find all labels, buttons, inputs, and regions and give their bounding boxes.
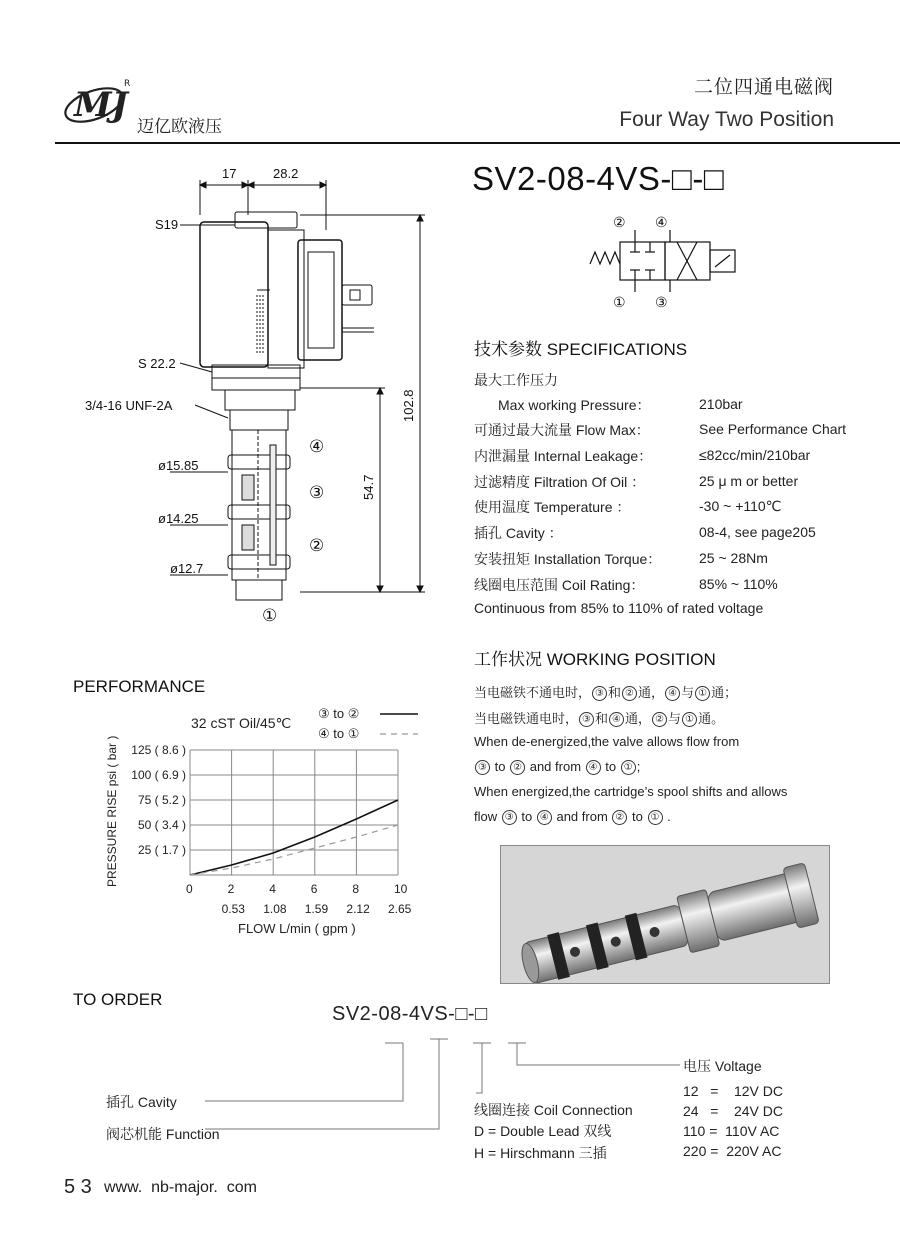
dim-17: 17 [222,166,237,181]
chart-subtitle: 32 cST Oil/45℃ [191,715,292,731]
working-title: 工作状况 WORKING POSITION [474,650,716,669]
port-badge: ① [648,810,663,825]
x-axis-label: FLOW L/min ( gpm ) [238,921,356,936]
order-model: SV2-08-4VS-□-□ [332,1003,488,1025]
text: to [494,759,506,774]
port-badge: ② [510,760,525,775]
spec-cavity-label: 插孔 Cavity ： [474,525,563,541]
spec-temp-value: -30 ~ +110℃ [699,498,782,514]
spec-max-pressure-value: 210bar [699,396,743,412]
y-tick-label: 75 ( 5.2 ) [137,793,186,807]
port-4-label: ④ [309,437,325,456]
brand-name-cn: 迈亿欧液压 [137,117,222,137]
x-tick-label: 4 [269,882,276,896]
title-en: Four Way Two Position [619,108,834,131]
text: and from [556,809,608,824]
port-badge: ④ [586,760,601,775]
text: 与 [668,711,682,726]
title-cn: 二位四通电磁阀 [693,77,834,98]
spec-coil-value: 85% ~ 110% [699,576,778,592]
spec-max-pressure-en: Max working Pressure： [498,397,651,413]
x-tick-label: 2 [227,882,235,896]
label-d14-25: ø14.25 [158,511,199,526]
order-leader-lines [200,1035,680,1135]
dim-54-7: 54.7 [361,474,376,500]
text: 当电磁铁通电时， [474,711,579,726]
y-axis-label: PRESSURE RISE psi ( bar ) [105,735,119,887]
port-badge: ④ [609,712,624,727]
working-line-4 [474,759,640,775]
text: 和 [595,711,609,726]
port-badge: ② [652,712,667,727]
order-coil-title: 线圈连接 Coil Connection [474,1102,633,1118]
label-thread: 3/4-16 UNF-2A [85,398,173,413]
spec-flow-value: See Performance Chart [699,421,847,437]
cartridge-photo-illustration [501,846,829,983]
working-line-2 [474,708,724,727]
x-tick-label: 8 [352,882,360,896]
logo-registered: R [124,79,131,89]
text: 通； [711,685,738,700]
order-voltage-24: 24 = 24V DC [683,1103,783,1119]
legend-label: ④ to ① [318,726,360,741]
dim-28-2: 28.2 [273,166,299,181]
series-line [190,800,398,875]
text: and from [529,759,582,774]
label-d12-7: ø12.7 [170,561,204,576]
order-voltage-220: 220 = 220V AC [683,1143,782,1159]
port-badge: ② [622,686,637,701]
page-number: 5 3 [64,1176,92,1198]
brand-logo [62,72,134,134]
x-tick-label-gpm: 0.53 [221,902,245,916]
product-photo [500,845,830,984]
label-s22-2: S 22.2 [138,356,176,371]
x-tick-label-gpm: 1.59 [304,902,329,916]
spec-max-pressure-cn: 最大工作压力 [474,372,558,388]
order-voltage-110: 110 = 110V AC [683,1123,780,1139]
spec-leak-label: 内泄漏量 Internal Leakage： [474,448,653,464]
working-line-5: When energized,the cartridge’s spool shifts and allows [474,784,788,799]
symbol-port-4: ④ [655,214,668,230]
spec-flow-label: 可通过最大流量 Flow Max： [474,422,650,438]
dim-102-8: 102.8 [401,389,416,422]
order-coil-d: D = Double Lead 双线 [474,1123,612,1139]
cartridge-drawing [70,160,430,630]
port-1-label: ① [262,606,278,625]
order-coil-h: H = Hirschmann 三插 [474,1145,607,1161]
spec-filtration-value: 25 μ m or better [699,473,799,489]
port-badge: ④ [537,810,552,825]
hydraulic-symbol [585,212,745,310]
symbol-port-1: ① [613,294,626,310]
text: 和 [608,685,622,700]
y-tick-label: 100 ( 6.9 ) [131,768,186,782]
order-function-label: 阀芯机能 Function [106,1126,220,1142]
label-s19: S19 [155,217,179,232]
performance-title: PERFORMANCE [73,677,206,696]
logo-letters: MJ [74,85,128,125]
spec-coil-label: 线圈电压范围 Coil Rating： [474,577,645,593]
order-voltage-title: 电压 Voltage [683,1058,762,1074]
port-badge: ③ [475,760,490,775]
symbol-port-2: ② [613,214,626,230]
spec-torque-label: 安装扭矩 Installation Torque： [474,551,662,567]
y-tick-label: 125 ( 8.6 ) [131,743,186,757]
y-tick-label: 50 ( 3.4 ) [137,818,186,832]
footer-url: www. nb-major. com [104,1179,257,1196]
text: to [521,809,533,824]
text: 通， [625,711,652,726]
logo-mark-icon [62,72,134,134]
specs-title: 技术参数 SPECIFICATIONS [474,340,688,359]
port-badge: ③ [592,686,607,701]
x-tick-label-gpm: 2.65 [388,902,412,916]
symbol-port-3: ③ [655,294,668,310]
text: flow [474,809,498,824]
spec-temp-label: 使用温度 Temperature ： [474,499,631,515]
model-number: SV2-08-4VS-□-□ [472,160,725,197]
text: 通。 [698,711,725,726]
port-badge: ③ [502,810,517,825]
text: ; [636,759,641,774]
port-badge: ① [695,686,710,701]
text: 通， [638,685,665,700]
x-tick-label: 10 [394,882,408,896]
y-tick-label: 25 ( 1.7 ) [137,843,186,857]
port-badge: ① [682,712,697,727]
working-line-3: When de-energized,the valve allows flow from [474,734,740,749]
x-tick-label-gpm: 2.12 [346,902,370,916]
text: to [605,759,617,774]
text: 与 [681,685,695,700]
label-d15-85: ø15.85 [158,458,199,473]
working-line-6 [474,809,671,825]
text: to [632,809,643,824]
spec-leak-value: ≤82cc/min/210bar [699,447,811,463]
x-tick-label: 0 [186,882,193,896]
x-tick-label: 6 [310,882,318,896]
port-badge: ④ [665,686,680,701]
header-rule [55,142,900,144]
order-cavity-label: 插孔 Cavity [106,1094,177,1110]
spec-coil-note: Continuous from 85% to 110% of rated voltage [474,600,764,616]
port-badge: ② [612,810,627,825]
spec-torque-value: 25 ~ 28Nm [699,550,768,566]
legend-label: ③ to ② [318,706,360,721]
order-voltage-12: 12 = 12V DC [683,1083,783,1099]
text: 当电磁铁不通电时， [474,685,592,700]
spec-filtration-label: 过滤精度 Filtration Of Oil ： [474,474,646,490]
port-badge: ① [621,760,636,775]
port-3-label: ③ [309,483,325,502]
port-badge: ③ [579,712,594,727]
working-line-1 [474,682,737,701]
spec-cavity-value: 08-4, see page205 [699,524,816,540]
x-tick-label-gpm: 1.08 [263,902,287,916]
performance-chart [95,700,435,945]
order-title: TO ORDER [73,990,163,1009]
text: . [667,809,671,824]
port-2-label: ② [309,536,325,555]
